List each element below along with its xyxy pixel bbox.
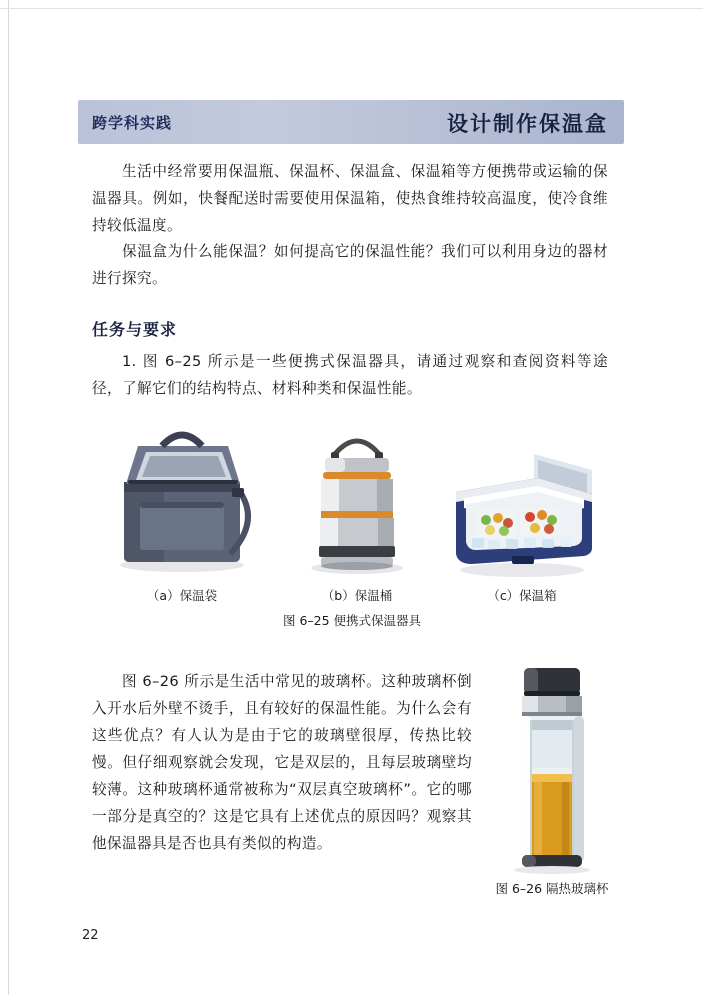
section-heading-tasks: 任务与要求 bbox=[92, 320, 178, 339]
page-title: 设计制作保温盒 bbox=[447, 111, 608, 136]
insulated-glass-cup-photo bbox=[492, 662, 612, 877]
page-edge-left bbox=[8, 0, 9, 995]
paragraph-task-one: 1. 图 6–25 所示是一些便携式保温器具，请通过观察和查阅资料等途径，了解它们的结构特点、材料种类和保温性能。 bbox=[92, 353, 608, 397]
figure-6-25 bbox=[92, 420, 612, 603]
figure-caption-c: （c）保温箱 bbox=[487, 588, 557, 603]
insulated-barrel-photo bbox=[277, 420, 437, 580]
figure-caption-b: （b）保温桶 bbox=[321, 588, 393, 603]
figure-6-25-caption: 图 6–25 便携式保温器具 bbox=[282, 613, 422, 628]
page-number: 22 bbox=[82, 928, 99, 943]
header-section-label: 跨学科实践 bbox=[92, 114, 173, 132]
page-edge-top bbox=[0, 8, 703, 9]
insulated-bag-photo bbox=[102, 422, 262, 582]
figure-caption-a: （a）保温袋 bbox=[146, 588, 218, 603]
paragraph-intro: 生活中经常要用保温瓶、保温杯、保温盒、保温箱等方便携带或运输的保温器具。例如，快餐配送时需要使用保温箱，使热食维持较高温度，使冷食维持较低温度。 bbox=[92, 163, 608, 234]
chapter-header-band bbox=[78, 100, 624, 144]
paragraph-question: 保温盒为什么能保温？如何提高它的保温性能？我们可以利用身边的器材进行探究。 bbox=[92, 243, 608, 287]
paragraph-glass-cup: 图 6–26 所示是生活中常见的玻璃杯。这种玻璃杯倒入开水后外壁不烫手，且有较好的保温性能。为什么会有这些优点？有人认为是由于它的玻璃壁很厚，传热比较慢。但仔细观察就会发现，它是双层的，且每层玻璃壁均较薄。这种玻璃杯通常被称为“双层真空玻璃杯”。它的哪一部分是真空的？这是它具有上述优点的原因吗？观察其他保温器具是否也具有类似的构造。 bbox=[92, 673, 472, 852]
figure-6-26-caption: 图 6–26 隔热玻璃杯 bbox=[495, 881, 609, 896]
insulated-box-photo bbox=[442, 430, 602, 590]
